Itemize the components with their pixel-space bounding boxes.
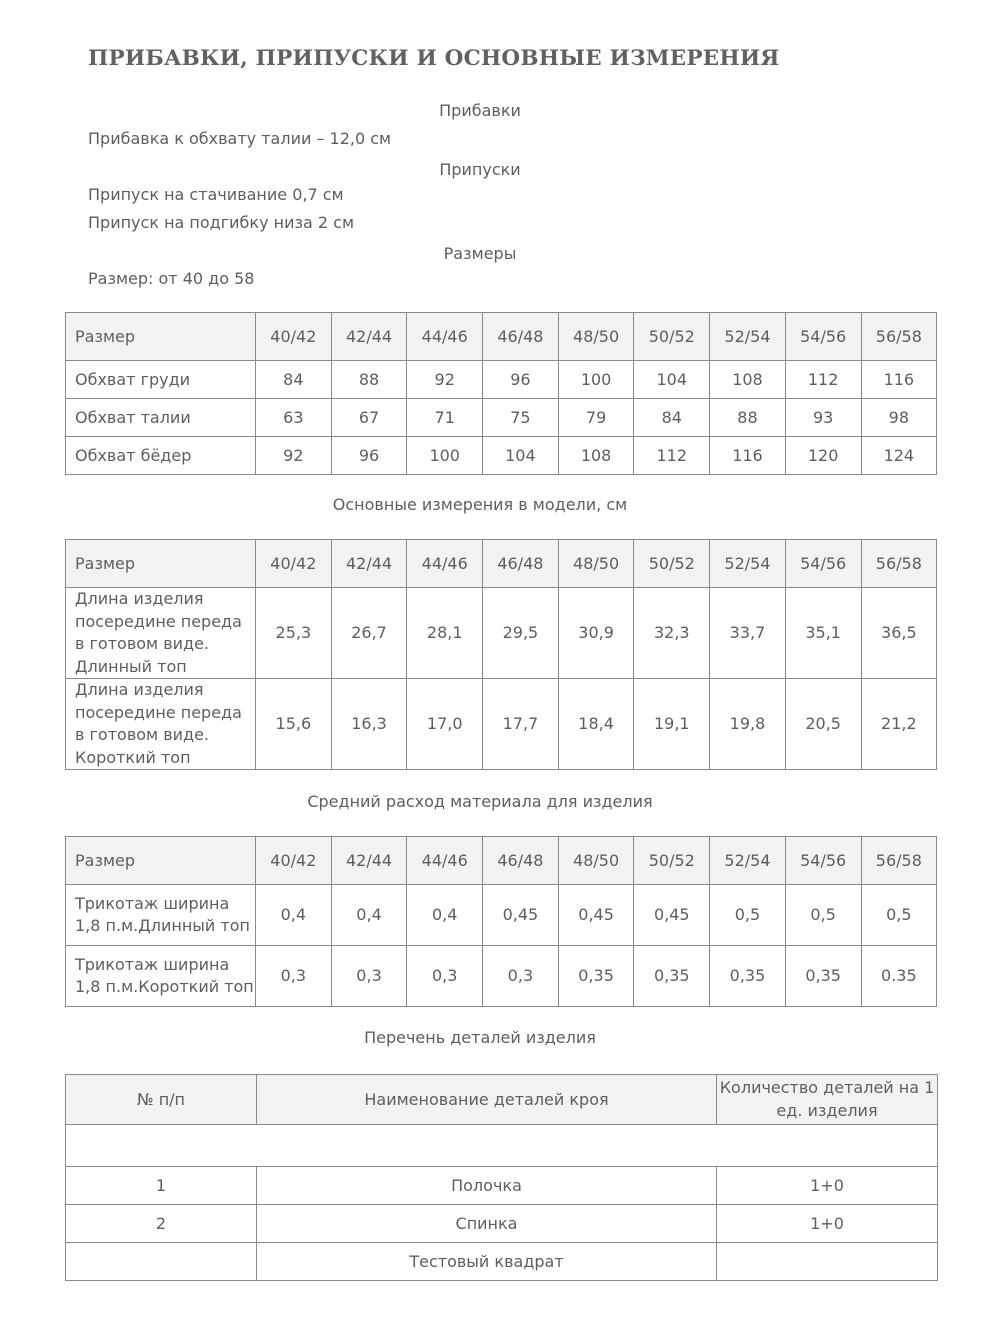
measurements-table [65,539,937,770]
measurements-header-row [66,540,937,588]
table-cell: 0,5 [710,885,786,946]
header-cell: 48/50 [558,837,634,885]
table-cell: 26,7 [331,588,407,679]
parts-heading: Перечень деталей изделия [364,1028,596,1047]
table-cell: 116 [861,361,937,399]
table-cell: 112 [634,437,710,475]
table-cell: 0,35 [634,946,710,1007]
table-cell: 0,3 [256,946,332,1007]
header-cell: 52/54 [710,837,786,885]
header-cell: 42/44 [331,540,407,588]
header-cell: 44/46 [407,837,483,885]
header-cell: № п/п [66,1075,257,1125]
row-label: Длина изделия посередине переда в готовом виде. Короткий топ [66,679,256,770]
table-cell: 93 [785,399,861,437]
table-cell: 19,8 [710,679,786,770]
header-cell: 40/42 [256,837,332,885]
table-cell: 28,1 [407,588,483,679]
table-cell: 0,45 [558,885,634,946]
table-cell: 92 [256,437,332,475]
size-range-text: Размер: от 40 до 58 [88,269,255,288]
header-cell: 56/58 [861,313,937,361]
table-cell: 32,3 [634,588,710,679]
header-cell: 40/42 [256,313,332,361]
table-cell: 104 [634,361,710,399]
table-cell: 25,3 [256,588,332,679]
header-cell: 54/56 [785,837,861,885]
table-cell: Тестовый квадрат [257,1243,717,1281]
header-cell: 44/46 [407,313,483,361]
size-table [65,312,937,475]
table-cell: 2 [66,1205,257,1243]
table-cell: 33,7 [710,588,786,679]
table-row [66,361,937,399]
row-label: Длина изделия посередине переда в готовом виде. Длинный топ [66,588,256,679]
table-cell: 63 [256,399,332,437]
table-row [66,588,937,679]
table-cell: 17,7 [483,679,559,770]
table-cell: 120 [785,437,861,475]
table-cell: 100 [558,361,634,399]
table-row [66,885,937,946]
table-row [66,437,937,475]
header-cell: 56/58 [861,837,937,885]
row-label: Обхват груди [66,361,256,399]
table-cell: 1+0 [717,1205,938,1243]
row-label: Трикотаж ширина 1,8 п.м.Короткий топ [66,946,256,1007]
header-cell: 50/52 [634,313,710,361]
table-cell: 112 [785,361,861,399]
table-cell: 0,35 [785,946,861,1007]
table-cell: 20,5 [785,679,861,770]
table-row [66,1243,938,1281]
header-cell: 42/44 [331,313,407,361]
header-cell: 50/52 [634,540,710,588]
header-cell: 44/46 [407,540,483,588]
row-label: Трикотаж ширина 1,8 п.м.Длинный топ [66,885,256,946]
table-cell: 100 [407,437,483,475]
table-cell [66,1243,257,1281]
header-cell: 54/56 [785,313,861,361]
table-cell: 124 [861,437,937,475]
header-cell: Количество деталей на 1 ед. изделия [717,1075,938,1125]
table-cell: 35,1 [785,588,861,679]
table-cell: 88 [710,399,786,437]
header-cell: Наименование деталей кроя [257,1075,717,1125]
table-cell: 30,9 [558,588,634,679]
header-cell: 54/56 [785,540,861,588]
table-cell: 0,3 [483,946,559,1007]
header-cell: Размер [66,837,256,885]
header-cell: 46/48 [483,540,559,588]
table-cell: 96 [483,361,559,399]
consumption-header-row [66,837,937,885]
table-cell: 79 [558,399,634,437]
hem-allowance-text: Припуск на подгибку низа 2 см [88,213,355,232]
table-cell: 0,3 [407,946,483,1007]
table-cell: 98 [861,399,937,437]
table-cell: 21,2 [861,679,937,770]
row-label: Обхват талии [66,399,256,437]
table-cell: 0,5 [861,885,937,946]
header-cell: 48/50 [558,313,634,361]
header-cell: 46/48 [483,313,559,361]
table-row [66,946,937,1007]
consumption-heading: Средний расход материала для изделия [307,792,653,811]
table-cell: 116 [710,437,786,475]
table-row [66,1205,938,1243]
table-cell: 0,5 [785,885,861,946]
table-cell: 67 [331,399,407,437]
seam-allowance-text: Припуск на стачивание 0,7 см [88,185,344,204]
page-title: ПРИБАВКИ, ПРИПУСКИ И ОСНОВНЫЕ ИЗМЕРЕНИЯ [88,46,780,71]
table-cell: 0.35 [861,946,937,1007]
table-cell: 0,4 [256,885,332,946]
table-row [66,1125,938,1167]
header-cell: 48/50 [558,540,634,588]
table-row [66,679,937,770]
header-cell: 46/48 [483,837,559,885]
allowances-heading: Припуски [439,160,521,179]
table-cell: 19,1 [634,679,710,770]
table-cell: 36,5 [861,588,937,679]
table-cell: 29,5 [483,588,559,679]
table-cell: 0,4 [331,885,407,946]
header-cell: 42/44 [331,837,407,885]
table-cell: Спинка [257,1205,717,1243]
parts-table [65,1074,938,1281]
waist-addition-text: Прибавка к обхвату талии – 12,0 см [88,129,392,148]
table-cell: 108 [558,437,634,475]
table-cell: 0,4 [407,885,483,946]
table-cell: 108 [710,361,786,399]
header-cell: Размер [66,540,256,588]
table-cell: 96 [331,437,407,475]
header-cell: Размер [66,313,256,361]
header-cell: 52/54 [710,313,786,361]
header-cell: 56/58 [861,540,937,588]
table-cell: 88 [331,361,407,399]
table-cell: 75 [483,399,559,437]
table-row [66,1167,938,1205]
additions-heading: Прибавки [439,101,521,120]
table-cell: 0,35 [710,946,786,1007]
size-table-header-row [66,313,937,361]
table-cell: Полочка [257,1167,717,1205]
measurements-heading: Основные измерения в модели, см [332,495,628,514]
row-label: Обхват бёдер [66,437,256,475]
header-cell: 40/42 [256,540,332,588]
table-cell: 0,45 [634,885,710,946]
table-cell: 1 [66,1167,257,1205]
table-cell: 104 [483,437,559,475]
table-cell: 0,45 [483,885,559,946]
table-cell: 92 [407,361,483,399]
table-cell: 1+0 [717,1167,938,1205]
consumption-table [65,836,937,1007]
parts-header-row [66,1075,938,1125]
empty-row-cell [66,1125,938,1167]
header-cell: 52/54 [710,540,786,588]
table-cell [717,1243,938,1281]
table-cell: 0,3 [331,946,407,1007]
table-cell: 0,35 [558,946,634,1007]
table-cell: 15,6 [256,679,332,770]
table-row [66,399,937,437]
table-cell: 84 [256,361,332,399]
header-cell: 50/52 [634,837,710,885]
table-cell: 84 [634,399,710,437]
table-cell: 18,4 [558,679,634,770]
table-cell: 17,0 [407,679,483,770]
table-cell: 16,3 [331,679,407,770]
table-cell: 71 [407,399,483,437]
sizes-heading: Размеры [443,244,517,263]
